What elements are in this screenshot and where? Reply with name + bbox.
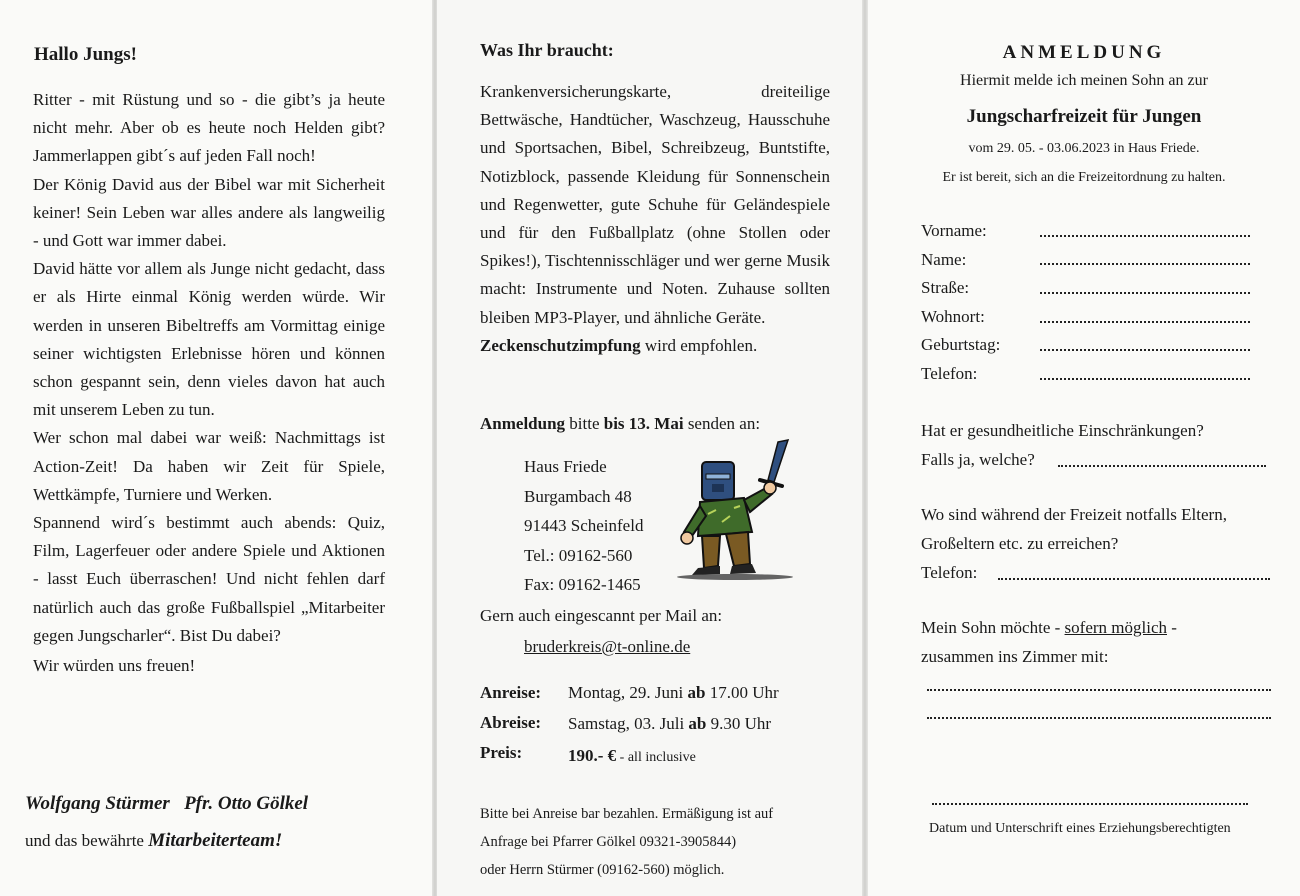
payment-line: oder Herrn Stürmer (09162-560) möglich.	[480, 862, 725, 878]
left-body	[33, 86, 385, 680]
left-para-1: Ritter - mit Rüstung und so - die gibt’s ja heute nicht mehr. Aber ob es heute noch Helden gibt? Jammerlappen gibt´s auf jeden Fall noch!	[33, 90, 385, 166]
event-dates: vom 29. 05. - 03.06.2023 in Haus Friede.	[968, 141, 1200, 156]
left-para-3: David hätte vor allem als Junge nicht gedacht, dass er als Hirte einmal König werden würde. Wir werden in unseren Bibeltreffs am Vormittag einige seiner wichtigsten Erlebnisse hören und können schon gespannt sein, denn vieles davon hat auch mit unserem Leben zu tun.	[33, 259, 385, 420]
room-pre: Mein Sohn möchte -	[921, 618, 1065, 637]
payment-line: Anfrage bei Pfarrer Gölkel 09321-3905844)	[480, 834, 737, 850]
room-line-2: zusammen ins Zimmer mit:	[921, 647, 1109, 666]
birthday-field[interactable]	[1040, 349, 1250, 351]
room-line-1	[921, 618, 1177, 638]
field-label-name: Name:	[921, 250, 967, 269]
left-para-5: Spannend wird´s bestimmt auch abends: Quiz, Film, Lagerfeuer oder andere Spiele und Aktionen - lasst Euch überraschen! Und nicht fehlen darf natürlich auch das große Fußballspiel „Mitarbeiter gegen Jungscharler“. Bist Du dabei?	[33, 513, 385, 645]
phone-field[interactable]	[1040, 378, 1250, 380]
roommate-field-1[interactable]	[927, 689, 1271, 691]
vaccine-rest: wird empfohlen.	[640, 335, 758, 355]
departure-value	[568, 714, 771, 734]
arrival-post: 17.00 Uhr	[705, 683, 779, 702]
right-panel	[868, 0, 1300, 896]
vaccine-bold: Zeckenschutzimpfung	[480, 335, 641, 355]
register-deadline: bis 13. Mai	[603, 414, 684, 433]
parents-phone-label: Telefon:	[921, 563, 978, 582]
address-block	[524, 452, 643, 600]
health-field[interactable]	[1058, 465, 1266, 467]
left-para-2: Der König David aus der Bibel war mit Sicherheit keiner! Sein Leben war alles andere als langweilig - und Gott war immer dabei.	[33, 174, 385, 251]
departure-pre: Samstag, 03. Juli	[568, 714, 689, 733]
arrival-label: Anreise:	[480, 683, 542, 702]
rules-note: Er ist bereit, sich an die Freizeitordnung zu halten.	[942, 170, 1226, 185]
field-label-street: Straße:	[921, 278, 970, 297]
register-line	[480, 414, 760, 434]
address-line: Fax: 09162-1465	[524, 575, 641, 594]
name-field[interactable]	[1040, 263, 1250, 265]
left-closing: Wir würden uns freuen!	[33, 656, 196, 676]
arrival-value	[568, 683, 779, 703]
signature-field[interactable]	[932, 803, 1248, 805]
payment-note	[480, 800, 773, 884]
parents-question-2: Großeltern etc. zu erreichen?	[921, 534, 1119, 553]
field-label-city: Wohnort:	[921, 307, 985, 326]
field-label-birthday: Geburtstag:	[921, 335, 1001, 354]
registration-intro: Hiermit melde ich meinen Sohn an zur	[960, 72, 1208, 89]
roommate-field-2[interactable]	[927, 717, 1271, 719]
parents-question-1: Wo sind während der Freizeit notfalls Eltern,	[921, 505, 1227, 524]
mail-intro: Gern auch eingescannt per Mail an:	[480, 606, 723, 625]
signature-prefix: und das bewährte	[25, 831, 149, 850]
address-line: Burgambach 48	[524, 486, 632, 506]
email-link[interactable]: bruderkreis@t-online.de	[524, 637, 691, 656]
field-label-first-name: Vorname:	[921, 221, 987, 240]
arrival-bold: ab	[687, 683, 706, 702]
departure-label: Abreise:	[480, 713, 542, 732]
departure-post: 9.30 Uhr	[706, 714, 772, 733]
health-question: Hat er gesundheitliche Einschränkungen?	[921, 421, 1204, 440]
departure-bold: ab	[688, 714, 707, 733]
register-end: senden an:	[683, 414, 761, 433]
signature-names: Wolfgang Stürmer Pfr. Otto Gölkel	[25, 793, 309, 814]
address-line: Haus Friede	[524, 457, 607, 476]
price-amount: 190.- €	[568, 746, 617, 765]
parents-phone-field[interactable]	[998, 578, 1270, 580]
signature-team: Mitarbeiterteam!	[148, 830, 283, 851]
field-label-phone: Telefon:	[921, 364, 978, 383]
room-post: -	[1167, 618, 1177, 637]
street-field[interactable]	[1040, 292, 1250, 294]
register-mid: bitte	[565, 414, 604, 433]
left-heading: Hallo Jungs!	[34, 44, 137, 65]
signature-team-line	[25, 830, 282, 852]
vaccine-line	[480, 332, 830, 360]
knight-illustration	[660, 436, 796, 584]
event-title: Jungscharfreizeit für Jungen	[966, 106, 1202, 127]
middle-heading: Was Ihr braucht:	[480, 40, 614, 60]
registration-heading: ANMELDUNG	[1002, 42, 1166, 63]
needs-body	[480, 78, 830, 360]
price-note: - all inclusive	[616, 750, 696, 765]
room-underlined: sofern möglich	[1064, 618, 1167, 637]
address-line: 91443 Scheinfeld	[524, 516, 644, 535]
price-value	[568, 746, 696, 766]
first-name-field[interactable]	[1040, 235, 1250, 237]
address-line: Tel.: 09162-560	[524, 545, 633, 565]
payment-line: Bitte bei Anreise bar bezahlen. Ermäßigung ist auf	[480, 806, 774, 822]
register-bold-1: Anmeldung	[480, 414, 566, 433]
city-field[interactable]	[1040, 321, 1250, 323]
arrival-pre: Montag, 29. Juni	[568, 683, 688, 702]
price-label: Preis:	[480, 743, 523, 762]
signature-caption: Datum und Unterschrift eines Erziehungsberechtigten	[929, 821, 1231, 836]
health-which-label: Falls ja, welche?	[921, 450, 1035, 469]
needs-text: Krankenversicherungskarte, dreiteilige Bettwäsche, Handtücher, Waschzeug, Hausschuhe und Sportsachen, Bibel, Schreibzeug, Buntstifte, Notizblock, passende Kleidung für Sonnenschein und Regenwetter, gute Schuhe für Geländespiele und für den Fußballplatz (ohne Stollen oder Spikes!), Tischtennisschläger und wer gerne Musik macht: Instrumente und Noten. Zuhause sollten bleiben MP3-Player, und ähnliche Geräte.	[480, 82, 830, 327]
left-para-4: Wer schon mal dabei war weiß: Nachmittags ist Action-Zeit! Da haben wir Zeit für Spiele, Wettkämpfe, Turniere und Werken.	[33, 428, 385, 504]
